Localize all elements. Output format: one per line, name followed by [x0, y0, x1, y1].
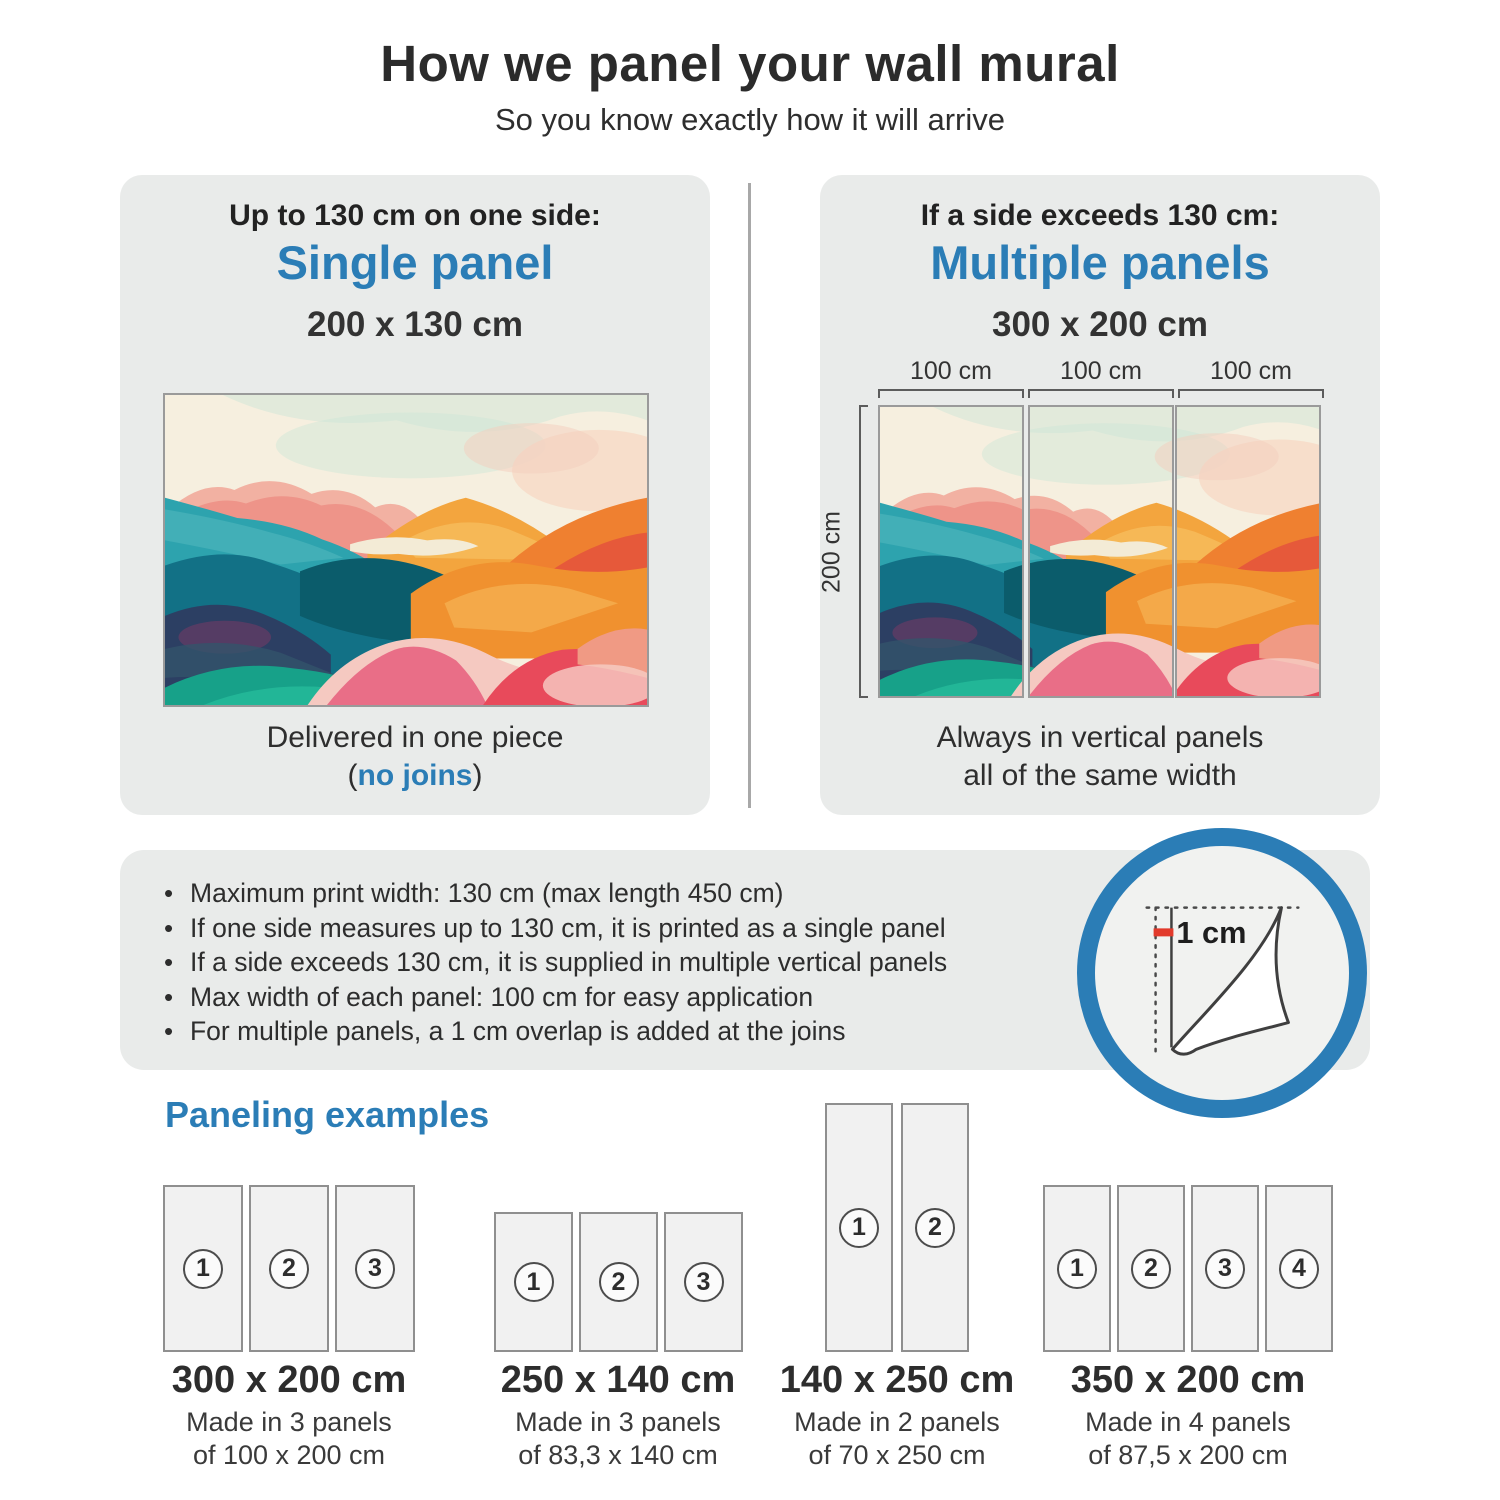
- panel-number: 2: [269, 1249, 309, 1289]
- mural-artwork: [1028, 407, 1174, 696]
- example-desc: of 87,5 x 200 cm: [1088, 1440, 1288, 1470]
- height-label: 200 cm: [817, 510, 846, 593]
- example-panel: [1265, 1185, 1333, 1352]
- bullet-item: • Maximum print width: 130 cm (max length 450 cm): [164, 876, 1370, 911]
- height-measurement: [817, 405, 868, 698]
- multiple-panels-condition: If a side exceeds 130 cm:: [920, 199, 1280, 232]
- panel-number: 4: [1279, 1249, 1319, 1289]
- example-3-caption: [737, 1358, 1057, 1472]
- panel-number: 2: [1131, 1249, 1171, 1289]
- example-panel: [335, 1185, 415, 1352]
- single-footer-line2: [120, 757, 710, 795]
- paren-close: ): [472, 759, 483, 792]
- example-size: 300 x 200 cm: [171, 1359, 407, 1401]
- width-bracket-1: [878, 389, 1024, 398]
- example-desc: of 100 x 200 cm: [192, 1440, 386, 1470]
- width-measurements: [878, 357, 1321, 401]
- example-4-caption: [1028, 1358, 1348, 1472]
- width-bracket-3: [1178, 389, 1324, 398]
- example-size: 350 x 200 cm: [1070, 1359, 1306, 1401]
- multiple-footer-line1: Always in vertical panels: [936, 721, 1264, 754]
- no-joins-text: no joins: [357, 759, 473, 792]
- examples-heading: Paneling examples: [165, 1094, 490, 1135]
- panel-number: 2: [599, 1262, 639, 1302]
- single-panel-title: Single panel: [276, 236, 554, 289]
- bullet-item: • Max width of each panel: 100 cm for easy application: [164, 980, 1370, 1015]
- paren-open: (: [347, 759, 358, 792]
- mural-panel-3: [1175, 405, 1321, 698]
- mural-artwork: [165, 395, 647, 705]
- example-panel: [579, 1212, 658, 1352]
- mural-panel-1: [878, 405, 1024, 698]
- width-bracket-2: [1028, 389, 1174, 398]
- example-desc: Made in 3 panels: [186, 1407, 392, 1437]
- example-2-panels: [494, 1212, 743, 1352]
- width-measure-3: [1178, 357, 1324, 398]
- example-panel: [664, 1212, 743, 1352]
- example-desc: Made in 2 panels: [794, 1407, 1000, 1437]
- mural-image-single: [163, 393, 649, 707]
- single-panel-condition: Up to 130 cm on one side:: [229, 199, 601, 232]
- width-measure-2: [1028, 357, 1174, 398]
- page-title: How we panel your wall mural: [380, 35, 1120, 92]
- example-panel: [494, 1212, 573, 1352]
- mural-artwork: [880, 407, 1024, 696]
- bullet-item: • If a side exceeds 130 cm, it is supplied in multiple vertical panels: [164, 945, 1370, 980]
- panel-number: 2: [915, 1208, 955, 1248]
- card-divider: [748, 183, 751, 808]
- panel-number: 1: [1057, 1249, 1097, 1289]
- example-1-caption: [129, 1358, 449, 1472]
- example-desc: Made in 3 panels: [515, 1407, 721, 1437]
- mural-image-panels: [878, 405, 1321, 698]
- panel-number: 3: [684, 1262, 724, 1302]
- example-panel: [163, 1185, 243, 1352]
- example-size: 250 x 140 cm: [500, 1359, 736, 1401]
- multiple-panels-card: [817, 175, 1380, 815]
- mural-panel-2: [1028, 405, 1174, 698]
- panel-number: 1: [514, 1262, 554, 1302]
- width-label-3: 100 cm: [1210, 357, 1292, 385]
- panel-number: 1: [839, 1208, 879, 1248]
- example-desc: of 70 x 250 cm: [808, 1440, 986, 1470]
- bullet-item: • If one side measures up to 130 cm, it is printed as a single panel: [164, 911, 1370, 946]
- height-bracket: [859, 405, 868, 698]
- example-panel: [901, 1103, 969, 1352]
- page-subtitle: So you know exactly how it will arrive: [495, 102, 1005, 137]
- overlap-icon: [1077, 828, 1367, 1118]
- example-desc: Made in 4 panels: [1085, 1407, 1291, 1437]
- overlap-label: 1 cm: [1176, 915, 1247, 951]
- bullet-item: • For multiple panels, a 1 cm overlap is added at the joins: [164, 1014, 1370, 1049]
- example-panel: [249, 1185, 329, 1352]
- example-2-caption: [458, 1358, 778, 1472]
- example-size: 140 x 250 cm: [779, 1359, 1015, 1401]
- panel-number: 1: [183, 1249, 223, 1289]
- width-label-1: 100 cm: [910, 357, 992, 385]
- panel-number: 3: [1205, 1249, 1245, 1289]
- single-panel-footer: [120, 719, 710, 795]
- single-panel-size: 200 x 130 cm: [306, 305, 523, 344]
- example-panel: [1191, 1185, 1259, 1352]
- example-panel: [1117, 1185, 1185, 1352]
- example-desc: of 83,3 x 140 cm: [518, 1440, 718, 1470]
- multiple-footer-line2: all of the same width: [963, 759, 1237, 792]
- example-4-panels: [1043, 1185, 1333, 1352]
- example-panel: [825, 1103, 893, 1352]
- width-label-2: 100 cm: [1060, 357, 1142, 385]
- width-measure-1: [878, 357, 1024, 398]
- multiple-panels-footer: [820, 719, 1380, 795]
- panel-number: 3: [355, 1249, 395, 1289]
- single-panel-card: [120, 175, 710, 815]
- multiple-panels-size: 300 x 200 cm: [991, 305, 1208, 344]
- example-3-panels: [825, 1103, 969, 1352]
- example-panel: [1043, 1185, 1111, 1352]
- multiple-panels-title: Multiple panels: [930, 236, 1270, 289]
- single-footer-line1: Delivered in one piece: [266, 721, 564, 754]
- example-1-panels: [163, 1185, 415, 1352]
- page-curl-icon: [1108, 859, 1336, 1087]
- mural-artwork: [1175, 407, 1321, 696]
